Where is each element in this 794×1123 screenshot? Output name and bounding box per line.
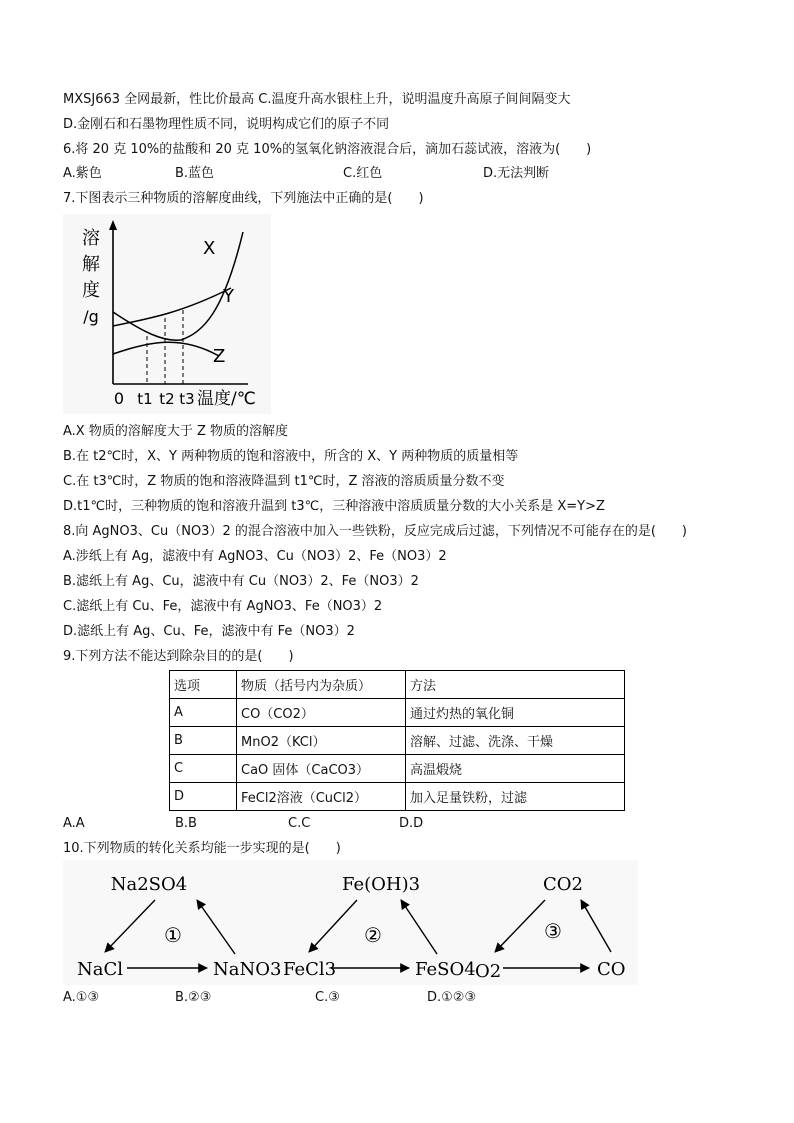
q6-option-d: D.无法判断 <box>483 166 550 181</box>
table-cell: 高温煅烧 <box>406 755 625 783</box>
table-cell: CO（CO2） <box>237 699 406 727</box>
q7-option-c: C.在 t3℃时，Z 物质的饱和溶液降温到 t1℃时，Z 溶液的溶质质量分数不变 <box>63 474 505 489</box>
text-line-d: D.金刚石和石墨物理性质不同，说明构成它们的原子不同 <box>63 117 390 132</box>
label-y: Y <box>223 286 234 307</box>
t3-top-label: CO2 <box>543 874 583 895</box>
table-cell: 加入足量铁粉，过滤 <box>406 783 625 811</box>
table-cell: C <box>170 755 237 783</box>
table-row <box>170 727 625 755</box>
label-z: Z <box>213 346 226 367</box>
t3-number: ③ <box>544 919 562 943</box>
question-8: 8.向 AgNO3、Cu（NO3）2 的混合溶液中加入一些铁粉，反应完成后过滤，下列情况不可能存在的是( ) <box>63 524 688 539</box>
t2-number: ② <box>364 923 382 947</box>
q6-options <box>63 165 663 183</box>
t2-right-label: FeSO4 <box>415 959 476 980</box>
q7-option-d: D.t1℃时，三种物质的饱和溶液升温到 t3℃，三种溶液中溶质质量分数的大小关系是 X=Y>Z <box>63 499 605 514</box>
table-cell: A <box>170 699 237 727</box>
origin-label: 0 <box>113 389 125 408</box>
label-x: X <box>203 238 216 259</box>
table-cell: 溶解、过滤、洗涤、干燥 <box>406 727 625 755</box>
q8-option-d: D.滤纸上有 Ag、Cu、Fe，滤液中有 Fe（NO3）2 <box>63 624 355 639</box>
ylabel-char-4: /g <box>83 307 99 326</box>
q9-option-a: A.A <box>63 816 85 831</box>
q10-option-d: D.①②③ <box>427 990 477 1005</box>
impurity-table <box>169 670 625 811</box>
q8-option-a: A.涉纸上有 Ag，滤液中有 AgNO3、Cu（NO3）2、Fe（NO3）2 <box>63 549 447 564</box>
question-6: 6.将 20 克 10%的盐酸和 20 克 10%的氢氧化钠溶液混合后，滴加石蕊试液，溶液为( ) <box>63 142 592 157</box>
q6-option-b: B.蓝色 <box>175 166 215 181</box>
text-line-c: MXSJ663 全网最新，性比价最高 C.温度升高水银柱上升，说明温度升高原子间间隔变大 <box>63 92 571 107</box>
t2-left-label: FeCl3 <box>283 959 337 980</box>
q10-option-a: A.①③ <box>63 990 100 1005</box>
table-cell: FeCl2溶液（CuCl2） <box>237 783 406 811</box>
q6-option-a: A.紫色 <box>63 166 102 181</box>
ylabel-char-3: 度 <box>82 280 100 301</box>
q8-option-c: C.滤纸上有 Cu、Fe，滤液中有 AgNO3、Fe（NO3）2 <box>63 599 383 614</box>
ylabel-char-2: 解 <box>82 254 100 275</box>
table-header: 方法 <box>406 671 625 699</box>
tick-t1: t1 <box>137 390 153 408</box>
t1-left-label: NaCl <box>77 959 124 980</box>
q9-option-c: C.C <box>288 816 311 831</box>
q9-options <box>63 815 563 833</box>
solubility-graph <box>63 214 271 414</box>
t2-top-label: Fe(OH)3 <box>341 874 421 895</box>
q7-option-b: B.在 t2℃时，X、Y 两种物质的饱和溶液中，所含的 X、Y 两种物质的质量相等 <box>63 449 519 464</box>
q9-option-b: B.B <box>175 816 197 831</box>
q10-options <box>63 989 563 1007</box>
q10-option-b: B.②③ <box>175 990 212 1005</box>
t3-right-label: CO <box>597 959 626 980</box>
t3-left-label: O2 <box>475 961 502 982</box>
conversion-diagram <box>63 860 638 985</box>
table-header: 物质（括号内为杂质） <box>237 671 406 699</box>
table-header: 选项 <box>170 671 237 699</box>
x-axis-label: 温度/℃ <box>197 389 256 409</box>
q10-option-c: C.③ <box>315 990 340 1005</box>
question-7: 7.下图表示三种物质的溶解度曲线，下列施法中正确的是( ) <box>63 191 424 206</box>
table-cell: B <box>170 727 237 755</box>
q7-option-a: A.X 物质的溶解度大于 Z 物质的溶解度 <box>63 424 289 439</box>
table-header-row <box>170 671 625 699</box>
tick-t3: t3 <box>179 390 195 408</box>
q8-option-b: B.滤纸上有 Ag、Cu，滤液中有 Cu（NO3）2、Fe（NO3）2 <box>63 574 419 589</box>
q9-option-d: D.D <box>399 816 424 831</box>
table-cell: CaO 固体（CaCO3） <box>237 755 406 783</box>
t1-top-label: Na2SO4 <box>110 874 188 895</box>
t1-number: ① <box>164 923 182 947</box>
ylabel-char-1: 溶 <box>82 228 100 249</box>
table-row <box>170 755 625 783</box>
table-row <box>170 699 625 727</box>
table-row <box>170 783 625 811</box>
t1-right-label: NaNO3 <box>213 959 282 980</box>
table-cell: MnO2（KCl） <box>237 727 406 755</box>
table-cell: 通过灼热的氧化铜 <box>406 699 625 727</box>
table-cell: D <box>170 783 237 811</box>
q6-option-c: C.红色 <box>343 166 383 181</box>
question-9: 9.下列方法不能达到除杂目的的是( ) <box>63 649 294 664</box>
question-10: 10.下列物质的转化关系均能一步实现的是( ) <box>63 841 341 856</box>
tick-t2: t2 <box>159 390 175 408</box>
